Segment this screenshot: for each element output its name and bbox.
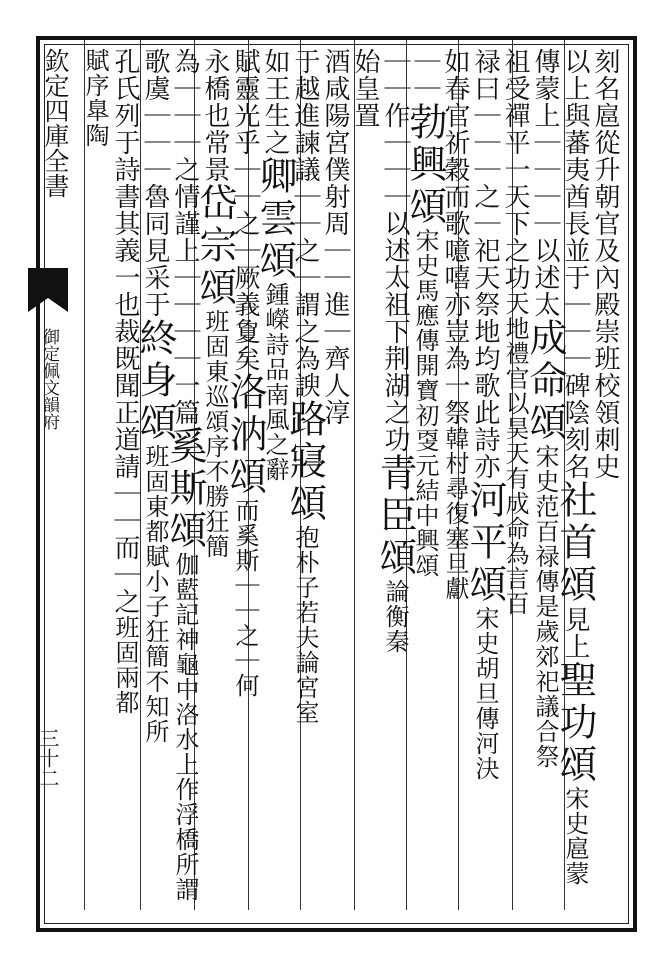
text-column	[80, 48, 110, 898]
text-segment: 班固兩都	[111, 615, 139, 715]
page-number: 三十二	[36, 728, 60, 788]
text-column	[350, 48, 380, 898]
text-segment: 卿雲頌	[253, 156, 297, 282]
text-segment: 歌虞｜｜｜魯同見采于	[140, 48, 170, 318]
text-segment: 天地禮官以昊天有成命為言百	[501, 291, 529, 616]
text-segment: 青臣頌	[373, 453, 417, 579]
text-segment: 之情謹上｜｜｜｜一篇	[170, 156, 200, 426]
text-column	[463, 48, 507, 898]
text-segment: 河平頌	[463, 480, 507, 606]
text-segment: 班固東都賦小子狂簡不知所	[141, 444, 169, 744]
text-segment: 終身頌	[133, 318, 177, 444]
text-segment: 奚斯頌	[163, 426, 207, 552]
text-segment: 禄曰｜｜｜之｜祀天祭地均歌此詩亦	[470, 48, 500, 480]
text-segment: 宋史馬應傳開寶初㪅元結中興頌	[411, 228, 439, 578]
text-segment: 如王生之	[260, 48, 290, 156]
text-column	[523, 48, 567, 898]
text-segment: 論衡秦	[381, 579, 409, 654]
text-segment: 抱朴子若夫論宮室	[291, 525, 319, 725]
text-segment: 傳蒙上｜｜｜｜以述太	[530, 48, 560, 318]
text-segment: 聖功頌	[553, 660, 597, 786]
text-segment: 勃興頌	[403, 102, 447, 228]
text-column	[110, 48, 140, 898]
text-segment: 酒咸陽宮僕射周｜｜進｜齊人淳	[320, 48, 350, 426]
text-column	[373, 48, 417, 898]
text-segment: 班固東巡頌序不勝狂簡	[201, 309, 229, 559]
text-segment: ｜｜作｜｜｜以述太祖下荆湖之功	[380, 48, 410, 453]
text-column	[163, 48, 207, 902]
text-segment: 賦靈光乎	[230, 48, 260, 156]
text-segment: 宋史胡旦傳河決	[471, 606, 499, 781]
text-segment: 社首頌	[553, 480, 597, 606]
text-segment: 孔氏列于詩書其義一也	[110, 48, 140, 318]
book-title: 欽定四庫全書	[41, 48, 70, 198]
text-segment: 始皇置	[350, 48, 380, 129]
text-segment: 成命頌	[523, 318, 567, 444]
text-segment: 韓村尋復塞旦獻	[441, 426, 469, 601]
text-segment: 以上與蕃夷酋長並于｜｜｜碑陰刻名	[560, 48, 590, 480]
text-segment: 宋史范百禄傳是歲郊祀議合祭	[531, 444, 559, 769]
text-column	[553, 48, 597, 898]
text-segment: 伽藍記神龜中洛水上作浮橋所謂	[171, 552, 199, 902]
fishtail-mark-icon	[28, 268, 68, 312]
text-segment: ｜｜之｜厥義夐矣	[230, 156, 260, 372]
text-segment: 宋史扈蒙	[561, 786, 589, 886]
text-segment: 祖受禪平一天下之功	[500, 48, 530, 291]
text-segment: 永橋也常景	[200, 48, 230, 183]
text-column	[500, 48, 530, 898]
text-segment: 如春官祈穀而歌噫嘻亦豈為一祭	[440, 48, 470, 426]
text-segment: 路寢頌	[283, 399, 327, 525]
text-column	[133, 48, 177, 898]
text-segment: 賦序臯陶	[81, 48, 109, 148]
text-segment: 于越進諫議｜｜之｜謂之為諛	[290, 48, 320, 399]
text-column	[223, 48, 267, 898]
text-segment: 裁既聞正道請｜｜而｜之	[110, 318, 140, 615]
text-segment: 洛汭頌	[223, 372, 267, 498]
text-segment: ｜｜	[410, 48, 440, 102]
text-segment: 岱宗頌	[193, 183, 237, 309]
text-segment: 而奚斯｜｜之｜何	[231, 498, 259, 698]
text-segment: 為｜｜｜	[170, 48, 200, 156]
text-segment: 見上	[560, 606, 590, 660]
text-segment: 刻名扈從升朝官及內殿崇班校領刺史	[590, 48, 620, 480]
sub-title: 御定佩文韻府	[39, 328, 59, 430]
text-segment: 鍾嶸詩品南風之辭	[261, 282, 289, 482]
